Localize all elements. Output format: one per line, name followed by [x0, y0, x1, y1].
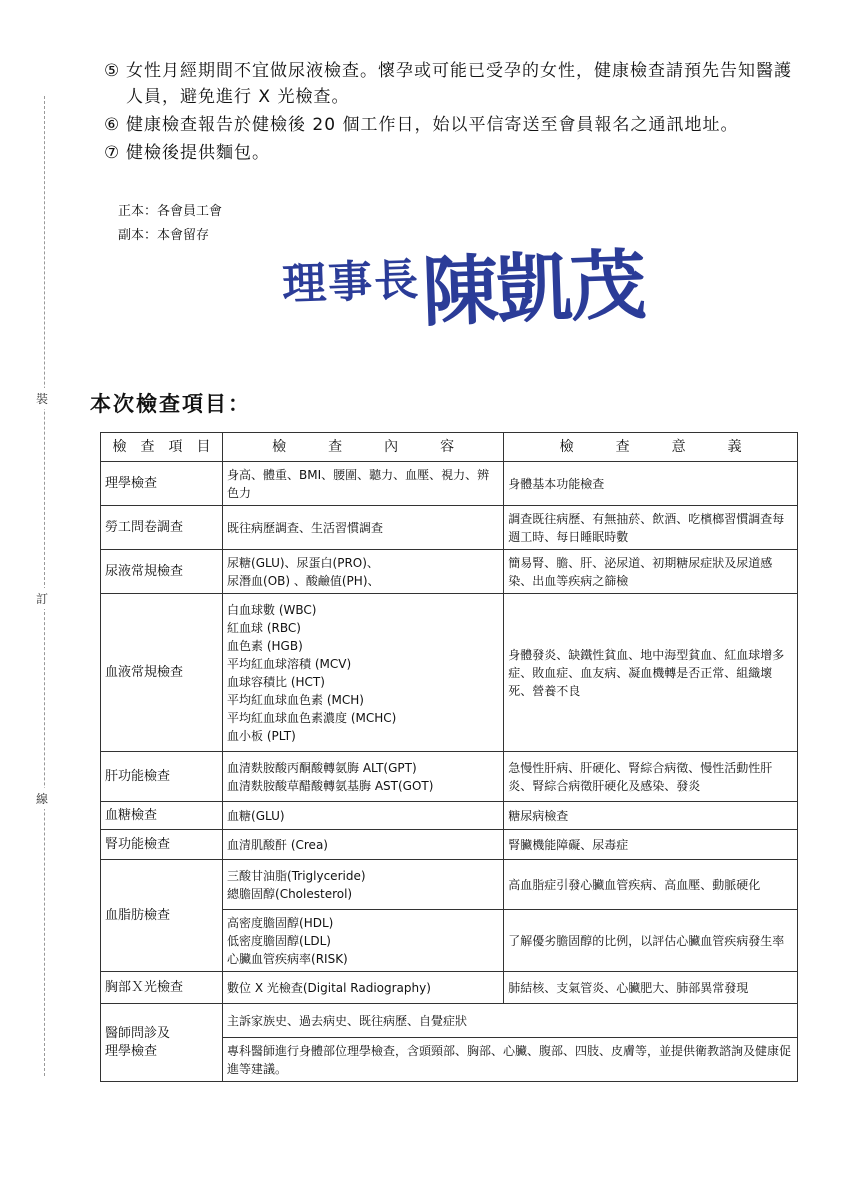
table-row [101, 860, 798, 910]
row-meaning: 高血脂症引發心臟血管疾病、高血壓、動脈硬化 [504, 860, 798, 910]
row-meaning: 調查既往病歷、有無抽菸、飲酒、吃檳榔習慣調查每週工時、每日睡眠時數 [504, 506, 798, 550]
row-content [223, 550, 504, 594]
content-line: 平均紅血球溶積 (MCV) [227, 656, 352, 671]
note-number: ⑦ [104, 143, 121, 163]
row-item [101, 1004, 223, 1082]
row-item: 腎功能檢查 [101, 830, 223, 860]
note-item [104, 140, 804, 166]
note-item [104, 58, 804, 110]
row-content: 血糖(GLU) [223, 802, 504, 830]
copy-duplicate: 副本：本會留存 [118, 228, 210, 243]
binding-char: 線 [36, 788, 48, 809]
table-row [101, 972, 798, 1004]
content-line: 血小板 (PLT) [227, 728, 296, 743]
note-item [104, 112, 804, 138]
row-item: 血液常規檢查 [101, 594, 223, 752]
row-content: 數位 X 光檢查(Digital Radiography) [223, 972, 504, 1004]
content-line: 紅血球 (RBC) [227, 620, 301, 635]
content-line: 平均紅血球血色素 (MCH) [227, 692, 364, 707]
content-line: 血清麩胺酸丙酮酸轉氨脢 ALT(GPT) [227, 760, 417, 775]
row-item: 尿液常規檢查 [101, 550, 223, 594]
row-meaning: 身體基本功能檢查 [504, 462, 798, 506]
content-line: 心臟血管疾病率(RISK) [227, 951, 348, 966]
row-meaning: 身體發炎、缺鐵性貧血、地中海型貧血、紅血球增多症、敗血症、血友病、凝血機轉是否正常、組織壞死、營養不良 [504, 594, 798, 752]
note-text: 健檢後提供麵包。 [126, 143, 270, 163]
note-text: 女性月經期間不宜做尿液檢查。懷孕或可能已受孕的女性，健康檢查請預先告知醫護人員，避免進行 X 光檢查。 [126, 61, 792, 107]
table-row [101, 594, 798, 752]
row-item: 肝功能檢查 [101, 752, 223, 802]
table-row [101, 550, 798, 594]
row-content [223, 752, 504, 802]
item-line: 醫師問診及 [105, 1025, 171, 1041]
section-title: 本次檢查項目： [90, 392, 251, 416]
binding-char: 訂 [36, 588, 48, 609]
table-row [101, 506, 798, 550]
row-content: 專科醫師進行身體部位理學檢查，含頭頸部、胸部、心臟、腹部、四肢、皮膚等，並提供衛教諮詢及健康促進等建議。 [223, 1038, 798, 1082]
content-line: 尿潛血(OB) 、酸鹼值(PH)、 [227, 573, 380, 588]
exam-items-table [100, 432, 798, 1082]
row-content [223, 910, 504, 972]
note-text: 健康檢查報告於健檢後 20 個工作日，始以平信寄送至會員報名之通訊地址。 [126, 115, 739, 135]
content-line: 低密度膽固醇(LDL) [227, 933, 331, 948]
item-line: 理學檢查 [105, 1043, 158, 1059]
content-line: 平均紅血球血色素濃度 (MCHC) [227, 710, 397, 725]
row-content: 身高、體重、BMI、腰圍、聽力、血壓、視力、辨色力 [223, 462, 504, 506]
header-meaning: 檢 查 意 義 [504, 433, 798, 462]
row-content [223, 594, 504, 752]
row-content: 既往病歷調查、生活習慣調查 [223, 506, 504, 550]
table-row [101, 752, 798, 802]
row-item: 胸部Ｘ光檢查 [101, 972, 223, 1004]
content-line: 三酸甘油脂(Triglyceride) [227, 868, 366, 883]
notes-list [104, 58, 804, 168]
binding-char: 裝 [36, 388, 48, 409]
row-content: 血清肌酸酐 (Crea) [223, 830, 504, 860]
header-content: 檢 查 內 容 [223, 433, 504, 462]
content-line: 血色素 (HGB) [227, 638, 303, 653]
content-line: 總膽固醇(Cholesterol) [227, 886, 353, 901]
row-meaning: 糖尿病檢查 [504, 802, 798, 830]
table-row [101, 1004, 798, 1038]
signature-stamp [262, 228, 692, 337]
row-item: 理學檢查 [101, 462, 223, 506]
row-meaning: 了解優劣膽固醇的比例，以評估心臟血管疾病發生率 [504, 910, 798, 972]
table-header-row [101, 433, 798, 462]
row-item: 血脂肪檢查 [101, 860, 223, 972]
row-item: 血糖檢查 [101, 802, 223, 830]
content-line: 高密度膽固醇(HDL) [227, 915, 334, 930]
row-content: 主訴家族史、過去病史、既往病歷、自覺症狀 [223, 1004, 798, 1038]
row-content [223, 860, 504, 910]
table-row [101, 462, 798, 506]
row-meaning: 腎臟機能障礙、尿毒症 [504, 830, 798, 860]
content-line: 尿糖(GLU)、尿蛋白(PRO)、 [227, 555, 379, 570]
row-item: 勞工問卷調查 [101, 506, 223, 550]
table-row [101, 830, 798, 860]
copy-original: 正本：各會員工會 [118, 204, 223, 219]
note-number: ⑤ [104, 61, 121, 81]
content-line: 白血球數 (WBC) [227, 602, 317, 617]
content-line: 血清麩胺酸草醋酸轉氨基脢 AST(GOT) [227, 778, 434, 793]
row-meaning: 簡易腎、膽、肝、泌尿道、初期糖尿症狀及尿道感染、出血等疾病之篩檢 [504, 550, 798, 594]
copies-block [118, 200, 222, 248]
signature-title: 理事長 [281, 254, 422, 311]
content-line: 血球容積比 (HCT) [227, 674, 325, 689]
row-meaning: 急慢性肝病、肝硬化、腎綜合病徵、慢性活動性肝炎、腎綜合病徵肝硬化及感染、發炎 [504, 752, 798, 802]
note-number: ⑥ [104, 115, 121, 135]
signature-name: 陳凱茂 [420, 240, 646, 337]
header-item: 檢 查 項 目 [101, 433, 223, 462]
table-row [101, 802, 798, 830]
binding-line [44, 96, 45, 1076]
row-meaning: 肺結核、支氣管炎、心臟肥大、肺部異常發現 [504, 972, 798, 1004]
